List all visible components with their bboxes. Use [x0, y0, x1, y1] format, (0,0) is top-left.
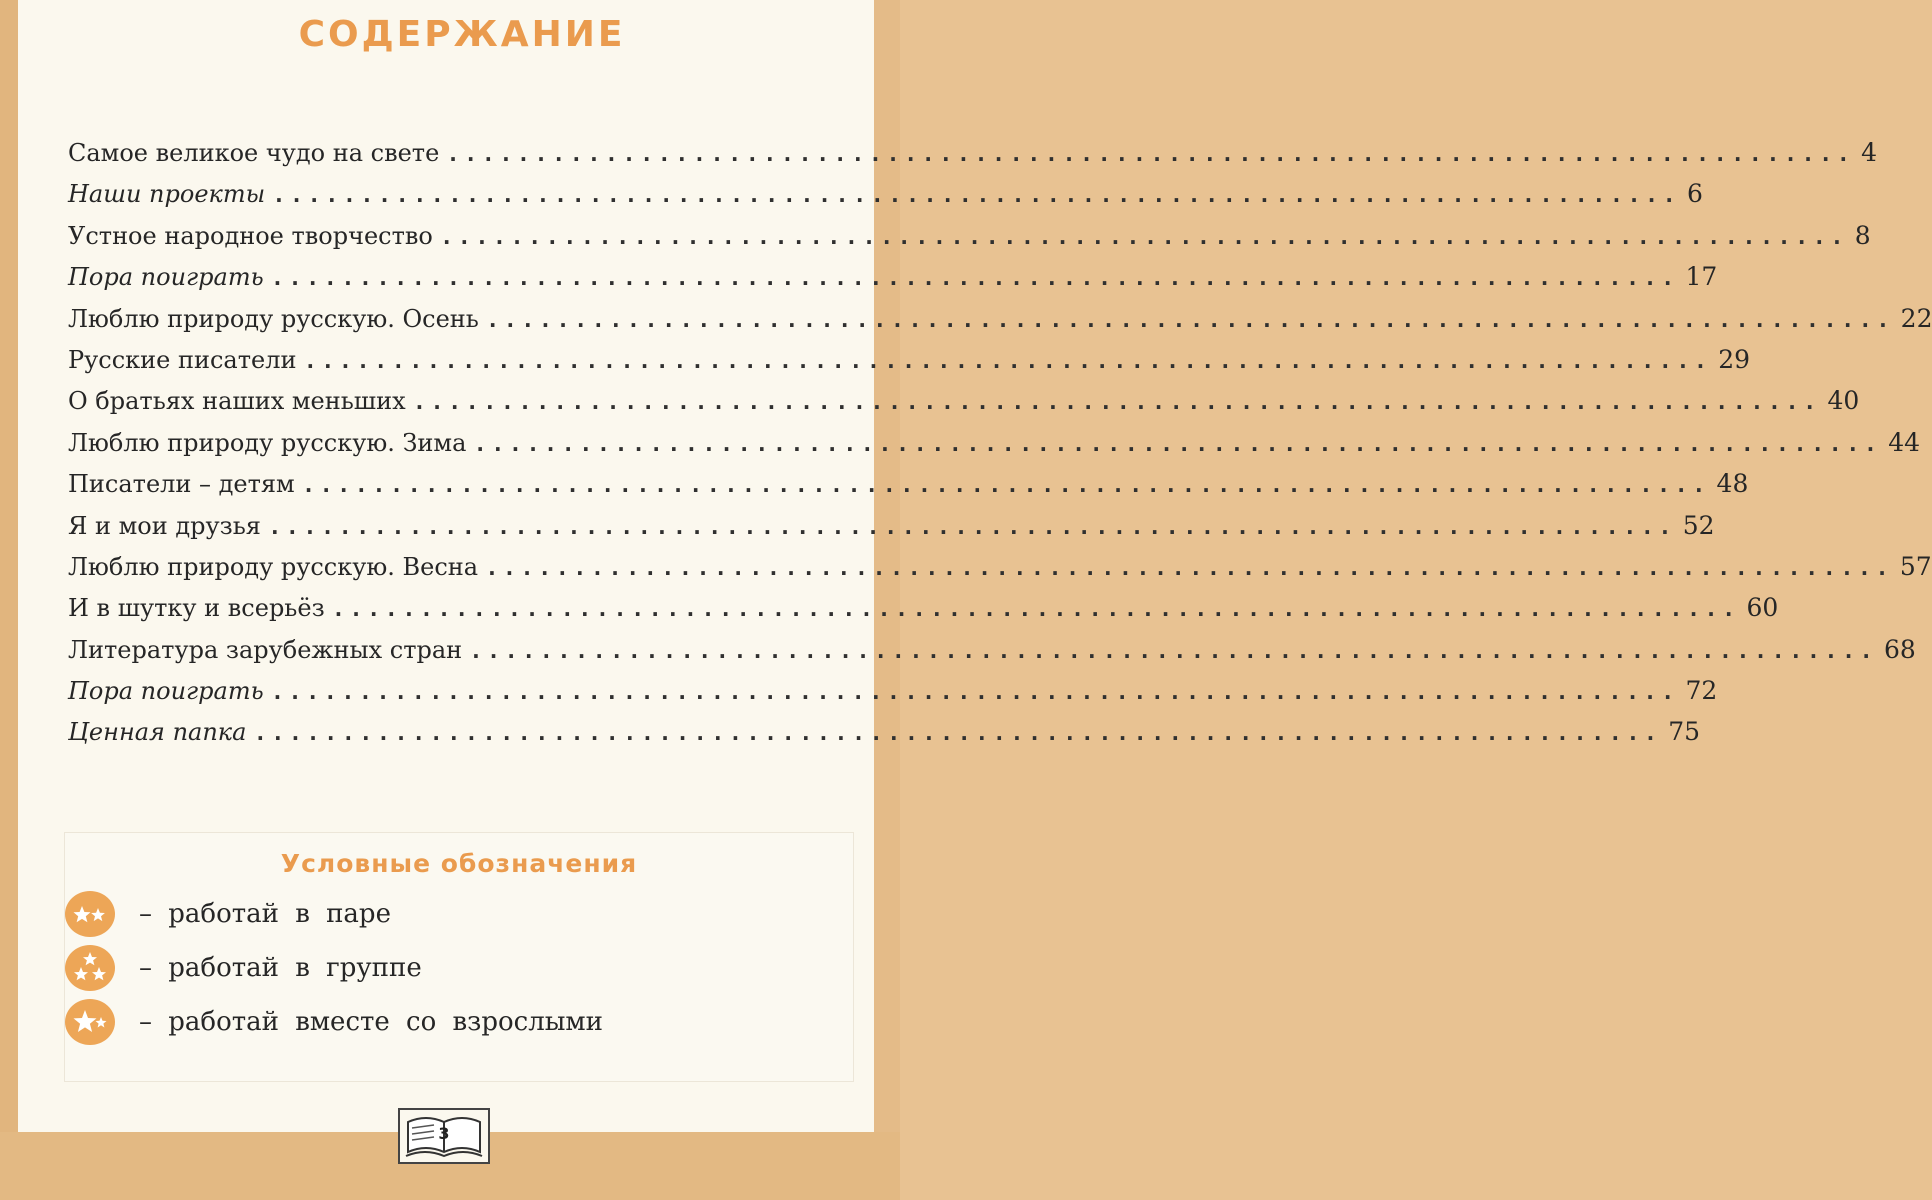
- page-border-left: [0, 0, 18, 1200]
- toc-page-number: 29: [1718, 344, 1751, 374]
- toc-title: Русские писатели: [68, 345, 297, 374]
- toc-page-number: 22: [1900, 303, 1932, 333]
- toc-leader-dots: ................................................................................: [273, 266, 1682, 291]
- toc-title: Люблю природу русскую. Весна: [68, 552, 479, 581]
- toc-row: [68, 427, 1921, 469]
- page-number-badge: [398, 1108, 490, 1164]
- toc-page-number: 60: [1746, 593, 1779, 623]
- book-page: [18, 0, 1932, 1132]
- big-small-stars-icon: [65, 999, 115, 1045]
- toc-page-number: 52: [1682, 510, 1715, 540]
- toc-title: Самое великое чудо на свете: [68, 139, 440, 167]
- toc-title: Пора поиграть: [68, 677, 264, 706]
- toc-leader-dots: ................................................................................: [415, 390, 1824, 415]
- toc-leader-dots: ................................................................................: [488, 307, 1897, 332]
- legend-box: [64, 832, 854, 1082]
- toc-title: Ценная папка: [68, 718, 247, 747]
- table-of-contents: [68, 138, 1932, 759]
- toc-page-number: 72: [1685, 676, 1718, 706]
- toc-title: Люблю природу русскую. Осень: [68, 304, 479, 333]
- toc-row: [68, 717, 1701, 758]
- toc-row: [68, 303, 1932, 345]
- toc-row: [68, 220, 1871, 262]
- toc-page-number: 40: [1827, 386, 1860, 416]
- legend-item-adults: [65, 997, 603, 1047]
- toc-row: [68, 676, 1718, 717]
- legend-item-label: – работай вместе со взрослыми: [139, 1007, 603, 1037]
- toc-leader-dots: ................................................................................: [334, 597, 1743, 622]
- toc-leader-dots: ................................................................................: [270, 514, 1679, 539]
- toc-leader-dots: ................................................................................: [256, 721, 1665, 746]
- three-stars-icon: [65, 945, 115, 991]
- toc-page-number: 6: [1686, 179, 1703, 209]
- toc-page-number: 68: [1883, 634, 1916, 664]
- toc-page-number: 57: [1899, 551, 1932, 581]
- toc-page-number: 48: [1716, 469, 1749, 499]
- toc-title: Наши проекты: [68, 180, 266, 209]
- legend-title: Условные обозначения: [280, 849, 638, 878]
- toc-title: О братьях наших меньших: [68, 387, 406, 416]
- toc-leader-dots: ................................................................................: [472, 638, 1880, 663]
- toc-title: Пора поиграть: [68, 263, 264, 292]
- toc-leader-dots: ................................................................................: [306, 348, 1715, 373]
- toc-leader-dots: ................................................................................: [449, 142, 1858, 166]
- toc-title: Люблю природу русскую. Зима: [68, 428, 467, 457]
- toc-title: Я и мои друзья: [68, 511, 261, 540]
- toc-title: Литература зарубежных стран: [68, 635, 463, 664]
- toc-row: [68, 469, 1749, 510]
- toc-row: [68, 138, 1877, 179]
- legend-item-group: [65, 943, 422, 993]
- toc-page-number: 8: [1854, 220, 1871, 250]
- legend-item-label: – работай в паре: [139, 899, 391, 929]
- toc-row: [68, 510, 1715, 552]
- page-number: 3: [438, 1124, 450, 1143]
- toc-title: И в шутку и всерьёз: [68, 594, 325, 623]
- toc-leader-dots: ................................................................................: [476, 431, 1885, 456]
- toc-row: [68, 593, 1779, 634]
- two-stars-icon: [65, 891, 115, 937]
- legend-item-pair: [65, 889, 391, 939]
- toc-leader-dots: ................................................................................: [488, 555, 1896, 580]
- toc-title: Писатели – детям: [68, 470, 295, 499]
- toc-title: Устное народное творчество: [68, 221, 433, 250]
- toc-leader-dots: ................................................................................: [304, 473, 1713, 498]
- toc-leader-dots: ................................................................................: [275, 183, 1683, 208]
- toc-leader-dots: ................................................................................: [442, 224, 1851, 249]
- toc-page-number: 75: [1668, 717, 1701, 747]
- toc-row: [68, 179, 1703, 220]
- toc-page-number: 17: [1685, 262, 1718, 292]
- toc-page-number: 4: [1861, 138, 1877, 167]
- page-title: СОДЕРЖАНИЕ: [298, 14, 626, 55]
- toc-leader-dots: ................................................................................: [273, 680, 1682, 705]
- toc-row: [68, 386, 1860, 427]
- legend-item-label: – работай в группе: [139, 953, 422, 983]
- toc-page-number: 44: [1888, 427, 1921, 457]
- toc-row: [68, 344, 1751, 386]
- toc-row: [68, 634, 1916, 676]
- toc-row: [68, 262, 1718, 303]
- toc-row: [68, 551, 1932, 593]
